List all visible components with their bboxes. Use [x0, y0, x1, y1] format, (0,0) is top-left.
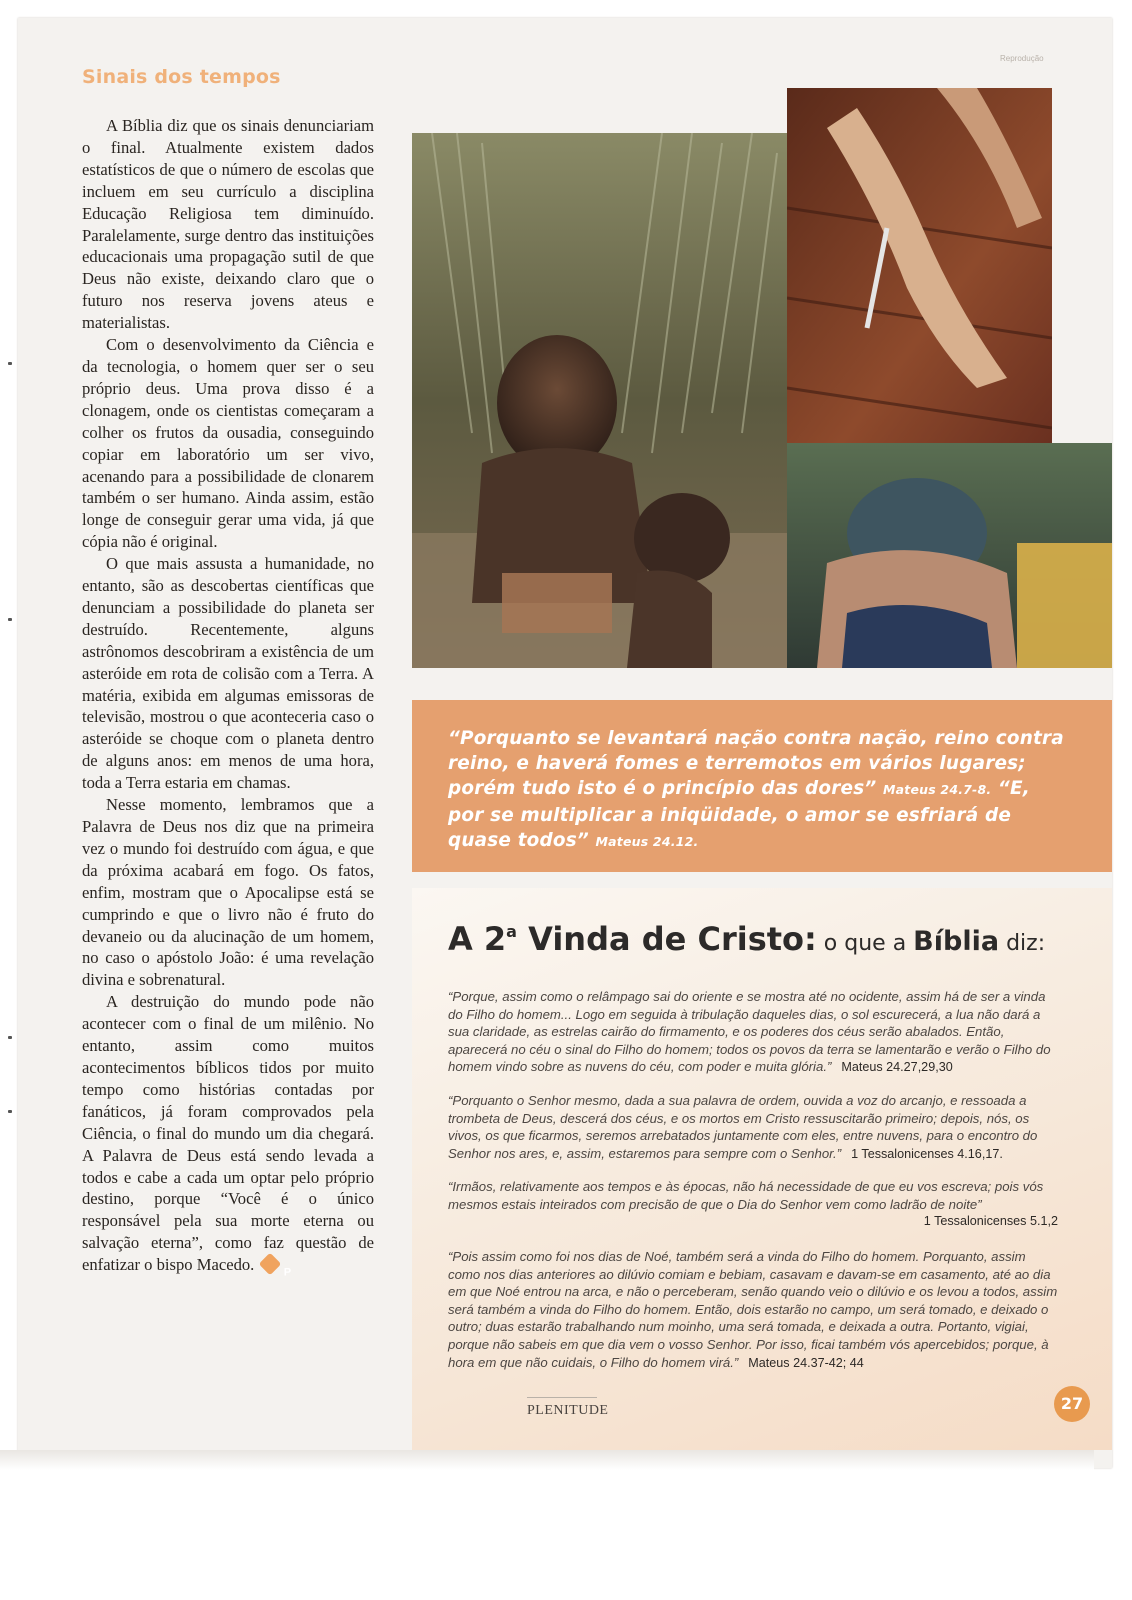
box-heading: [448, 920, 1045, 958]
quote-text-2: “E, por se multiplicar a iniqüidade, o amor se esfriará de quase todos”: [448, 778, 1030, 851]
paragraph-5-text: A destruição do mundo pode não acontecer com o final de um milênio. No entanto, assim como muitos acontecimentos bíblicos tidos por muito tempo como histórias contadas por fanáticos, já foram comprovados pela Ciência, o final do mundo um dia chegará. A Palavra de Deus está sendo levada a todos e cabe a cada um optar pelo próprio destino, porque “Você é o único responsável pela sua morte eterna ou salvação eterna”, como faz questão de enfatizar o bispo Macedo.: [82, 992, 374, 1275]
paragraph-1: A Bíblia diz que os sinais denunciariam o final. Atualmente existem dados estatísticos de que o número de escolas que incluem em seu currículo a disciplina Educação Religiosa tem diminuído. Paralelamente, surge dentro das instituições educacionais uma propagação sutil de que Deus não existe, deixando claro que o futuro nos reserva jovens ateus e materialistas.: [82, 116, 374, 333]
verse-block-4: [448, 1248, 1058, 1372]
photo-credit: Reprodução: [1000, 54, 1044, 63]
footer-rule: [527, 1397, 597, 1398]
heading-mid: o que a: [816, 931, 914, 956]
verse-reference: 1 Tessalonicenses 4.16,17.: [851, 1146, 1003, 1161]
paragraph-4: Nesse momento, lembramos que a Palavra de Deus nos diz que na primeira vez o mundo foi destruído com água, e que da próxima acabará em fogo. Os fatos, enfim, mostram que o Apocalipse está se cumprindo e que o livro não é fruto do devaneio ou da alucinação de um homem, no caso o apóstolo João: é uma revelação divina e sobrenatural.: [82, 795, 374, 990]
verse-reference: Mateus 24.27,29,30: [841, 1060, 953, 1075]
quote-text-1: “Porquanto se levantará nação contra nação, reino contra reino, e haverá fomes e terremotos em vários lugares; porém tudo isto é o princípio das dores”: [448, 728, 1064, 800]
binding-hole-mark: [8, 618, 12, 621]
verse-block-1: [448, 988, 1058, 1077]
end-mark-icon: [259, 1253, 292, 1279]
binding-hole-mark: [8, 1110, 12, 1113]
end-mark-letter: P: [284, 1266, 292, 1279]
section-title: Sinais dos tempos: [82, 66, 281, 88]
paragraph-3: O que mais assusta a humanidade, no entanto, são as descobertas científicas que denunciam a possibilidade do planeta ser destruído. Recentemente, alguns astrônomos descobriram a existência de um asteróide em rota de colisão com a Terra. A matéria, exibida em algumas emissoras de televisão, mostrou o que aconteceria caso o asteróide se choque com o planeta dentro de alguns anos: em menos de uma hora, toda a Terra estaria em chamas.: [82, 554, 374, 793]
paragraph-2: Com o desenvolvimento da Ciência e da tecnologia, o homem quer ser o seu próprio deus. Uma prova disso é a clonagem, onde os cientistas começaram a colher os frutos da ousadia, conseguindo copiar em laboratório um ser vivo, acenando para a possibilidade de clonarem também o ser humano. Ainda assim, estão longe de conseguir gerar uma vida, já que cópia não é original.: [82, 335, 374, 552]
verse-text: “Porque, assim como o relâmpago sai do oriente e se mostra até no ocidente, assim há de ser a vinda do Filho do homem... Logo em seguida à tribulação daqueles dias, o sol escurecerá, a lua não dará a sua claridade, as estrelas cairão do firmamento, e os poderes dos céus serão abalados. Então, aparecerá no céu o sinal do Filho do homem; todos os povos da terra se lamentarão e verão o Filho do homem vindo sobre as nuvens do céu, com poder e muita glória.”: [448, 989, 1051, 1075]
heading-main: Vinda de Cristo:: [516, 920, 817, 958]
heading-ordinal: a: [506, 922, 517, 941]
binding-hole-mark: [8, 362, 12, 365]
photo-homeless-person: [787, 443, 1112, 668]
paragraph-5: [82, 991, 374, 1279]
verse-text: “Irmãos, relativamente aos tempos e às épocas, não há necessidade de que eu vos escreva; pois vós mesmos estais inteirados com precisão de que o Dia do Senhor vem como ladrão de noite”: [448, 1179, 1044, 1212]
verse-block-3: [448, 1178, 1058, 1231]
page-shadow: [0, 1450, 1094, 1470]
photo-starving-children: [412, 133, 787, 668]
heading-end: diz:: [999, 931, 1046, 956]
pull-quote: [448, 726, 1068, 854]
page-number: 27: [1054, 1386, 1090, 1422]
verse-reference: 1 Tessalonicenses 5.1,2: [923, 1214, 1058, 1229]
magazine-name-text: PLENITUDE: [527, 1403, 609, 1418]
verse-block-2: [448, 1092, 1058, 1163]
magazine-name: [527, 1403, 609, 1419]
photo-drug-injection: [787, 88, 1052, 443]
heading-bold: Bíblia: [913, 926, 1000, 957]
verse-text: “Pois assim como foi nos dias de Noé, também será a vinda do Filho do homem. Porquanto, assim como nos dias anteriores ao dilúvio comiam e bebiam, casavam e davam-se em casamento, até ao dia em que Noé entrou na arca, e não o perceberam, senão quando veio o dilúvio e os levou a todos, assim será também a vinda do Filho do homem. Então, dois estarão no campo, um será tomado, e deixado o outro; duas estarão trabalhando num moinho, uma será tomada, e deixada a outra. Portanto, vigiai, porque não sabeis em que dia vem o vosso Senhor. Por isso, ficai também vós apercebidos; porque, à hora em que não cuidais, o Filho do homem virá.”: [448, 1249, 1058, 1370]
binding-hole-mark: [8, 1036, 12, 1039]
photo-collage: [412, 88, 1112, 668]
article-body: [82, 115, 374, 1279]
verse-text: “Porquanto o Senhor mesmo, dada a sua palavra de ordem, ouvida a voz do arcanjo, e ressoada a trombeta de Deus, descerá dos céus, e os mortos em Cristo ressuscitarão primeiro; depois, nós, os vivos, os que ficarmos, seremos arrebatados juntamente com eles, entre nuvens, para o encontro do Senhor nos ares, e, assim, estaremos para sempre com o Senhor.”: [448, 1093, 1038, 1161]
heading-prefix: A 2: [448, 920, 507, 958]
quote-ref-2: Mateus 24.12.: [595, 833, 699, 849]
verse-reference: Mateus 24.37-42; 44: [748, 1355, 864, 1370]
quote-ref-1: Mateus 24.7-8.: [883, 782, 992, 798]
